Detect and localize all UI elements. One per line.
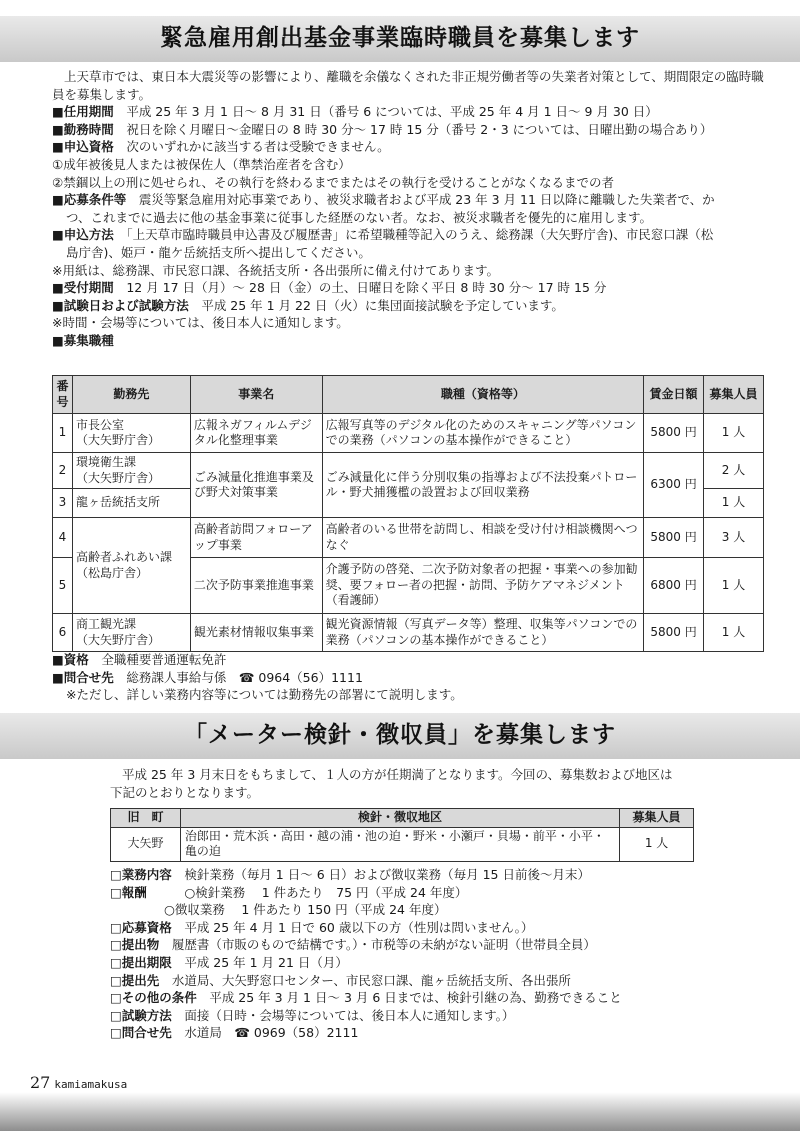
area-header-row — [111, 809, 694, 828]
cell-no: 5 — [53, 558, 73, 614]
cell-project: 観光素材情報収集事業 — [190, 614, 322, 652]
apply-label: ■申込方法 — [52, 227, 114, 243]
deadline-text: 平成 25 年 1 月 21 日（月） — [184, 954, 348, 970]
section-title-1: 緊急雇用創出基金事業臨時職員を募集します — [160, 25, 640, 52]
cell-job: ごみ減量化に伴う分別収集の指導および不法投棄パトロール・野犬捕獲檻の設置および回収業務 — [322, 453, 643, 518]
site-name: kamiamakusa — [54, 1078, 128, 1091]
section2-body — [110, 866, 750, 1042]
docs-label: □提出物 — [110, 937, 160, 953]
other-label: □その他の条件 — [110, 990, 197, 1006]
cell-no: 1 — [53, 414, 73, 453]
eligible-label: □応募資格 — [110, 919, 172, 935]
cell-wage: 6800 円 — [644, 558, 704, 614]
condition-label: ■応募条件等 — [52, 192, 127, 208]
page-number: 27 — [30, 1073, 51, 1092]
method-label: □試験方法 — [110, 1007, 172, 1023]
qualification-label: ■申込資格 — [52, 139, 114, 155]
period-label: ■任用期間 — [52, 104, 114, 120]
header-old-town: 旧 町 — [111, 809, 181, 828]
area-table — [110, 808, 694, 862]
duty-label: □業務内容 — [110, 867, 172, 882]
section1-footer — [52, 651, 764, 704]
license-text: 全職種要普通運転免許 — [101, 652, 227, 667]
header-office: 勤務先 — [72, 376, 190, 414]
jobs-table-wrap — [52, 375, 764, 652]
intro-line-2: 下記のとおりとなります。 — [110, 784, 260, 800]
pay-label: □報酬 — [110, 884, 147, 900]
accept-label: ■受付期間 — [52, 280, 114, 296]
header-count: 募集人員 — [704, 376, 764, 414]
cell-no: 2 — [53, 453, 73, 489]
table-row — [53, 414, 764, 453]
header-project: 事業名 — [190, 376, 322, 414]
header-area: 検針・徴収地区 — [180, 809, 619, 828]
cell-count: 1 人 — [620, 827, 694, 861]
cell-area: 治郎田・荒木浜・高田・越の浦・池の迫・野米・小瀬戸・貝場・前平・小平・亀の迫 — [180, 827, 619, 861]
duty-text: 検針業務（毎月 1 日～ 6 日）および徴収業務（毎月 15 日前後～月末） — [184, 867, 590, 882]
submit-label: □提出先 — [110, 972, 160, 988]
qualification-item-1: ①成年被後見人または被保佐人（準禁治産者を含む） — [52, 156, 351, 172]
cell-office: 高齢者ふれあい課 （松島庁舎） — [72, 518, 190, 614]
section-title-2: 「メーター検針・徴収員」を募集します — [184, 722, 616, 749]
hours-label: ■勤務時間 — [52, 121, 114, 137]
cell-no: 4 — [53, 518, 73, 558]
submit-text: 水道局、大矢野窓口センター、市民窓口課、龍ヶ岳統括支所、各出張所 — [171, 972, 571, 988]
contact2-text: 水道局 ☎ 0969（58）2111 — [184, 1025, 359, 1041]
intro-line-1: 平成 25 年 3 月末日をもちまして、１人の方が任期満了となります。今回の、募集数および地区は — [122, 767, 673, 782]
cell-no: 6 — [53, 614, 73, 652]
cell-project: ごみ減量化推進事業及び野犬対策事業 — [190, 453, 322, 518]
other-text: 平成 25 年 3 月 1 日～ 3 月 6 日までは、検針引継の為、勤務できること — [209, 990, 622, 1006]
cell-office: 環境衛生課 （大矢野庁舎） — [72, 453, 190, 489]
cell-count: 1 人 — [704, 558, 764, 614]
form-note: ※用紙は、総務課、市民窓口課、各統括支所・各出張所に備え付けてあります。 — [52, 262, 499, 278]
header-no: 番号 — [53, 376, 73, 414]
section-banner-1 — [0, 16, 800, 62]
cell-wage: 6300 円 — [644, 453, 704, 518]
eligible-text: 平成 25 年 4 月 1 日で 60 歳以下の方（性別は問いません。） — [184, 919, 534, 935]
hours-text: 祝日を除く月曜日～金曜日の 8 時 30 分～ 17 時 15 分（番号 2・3 については、日曜出勤の場合あり） — [126, 121, 713, 137]
cell-count: 1 人 — [704, 614, 764, 652]
section2-intro — [110, 766, 710, 801]
cell-job: 介護予防の啓発、二次予防対象者の把握・事業への参加勧奨、要フォロー者の把握・訪問、予防ケアマネジメント（看護師） — [322, 558, 643, 614]
cell-wage: 5800 円 — [644, 414, 704, 453]
cell-no: 3 — [53, 489, 73, 518]
apply-text-1: 「上天草市臨時職員申込書及び履歴書」に希望職種等記入のうえ、総務課（大矢野庁舎)、市民窓口課（松 — [126, 227, 714, 243]
apply-text-2: 島庁舎)、姫戸・龍ケ岳統括支所へ提出してください。 — [66, 244, 371, 260]
method-text: 面接（日時・会場等については、後日本人に通知します。） — [184, 1007, 515, 1023]
period-text: 平成 25 年 3 月 1 日～ 8 月 31 日（番号 6 については、平成 25 年 4 月 1 日～ 9 月 30 日） — [126, 104, 658, 120]
section-banner-2 — [0, 713, 800, 759]
cell-job: 広報写真等のデジタル化のためのスキャニング等パソコンでの業務（パソコンの基本操作ができること） — [322, 414, 643, 453]
cell-office: 商工観光課 （大矢野庁舎） — [72, 614, 190, 652]
jobs-table — [52, 375, 764, 652]
pay-item-1: ○検針業務 1 件あたり 75 円（平成 24 年度） — [184, 884, 468, 900]
exam-note: ※時間・会場等については、後日本人に通知します。 — [52, 315, 349, 331]
cell-job: 観光資源情報（写真データ等）整理、収集等パソコンでの業務（パソコンの基本操作ができること） — [322, 614, 643, 652]
contact-note: ※ただし、詳しい業務内容等については勤務先の部署にて説明します。 — [66, 687, 463, 703]
license-label: ■資格 — [52, 652, 89, 667]
cell-job: 高齢者のいる世帯を訪問し、相談を受け付け相談機関へつなぐ — [322, 518, 643, 558]
table-row — [53, 518, 764, 558]
cell-wage: 5800 円 — [644, 614, 704, 652]
exam-text: 平成 25 年 1 月 22 日（火）に集団面接試験を予定しています。 — [201, 297, 564, 313]
cell-count: 2 人 — [704, 453, 764, 489]
intro-paragraph: 上天草市では、東日本大震災等の影響により、離職を余儀なくされた非正規労働者等の失業者対策として、期間限定の臨時職員を募集します。 — [52, 69, 764, 102]
table-row — [53, 614, 764, 652]
area-table-wrap — [110, 808, 694, 862]
accept-text: 12 月 17 日（月）～ 28 日（金）の土、日曜日を除く平日 8 時 30 分～ 17 時 15 分 — [126, 280, 607, 296]
deadline-label: □提出期限 — [110, 954, 172, 970]
qualification-item-2: ②禁錮以上の刑に処せられ、その執行を終わるまでまたはその執行を受けることがなくなるまでの者 — [52, 174, 614, 190]
cell-project: 広報ネガフィルムデジタル化整理事業 — [190, 414, 322, 453]
qualification-text: 次のいずれかに該当する者は受験できません。 — [126, 139, 390, 155]
header-wage: 賃金日額 — [644, 376, 704, 414]
contact-label: ■問合せ先 — [52, 669, 114, 685]
condition-text-2: つ、これまでに過去に他の基金事業に従事した経歴のない者。なお、被災求職者を優先的に雇用します。 — [66, 209, 653, 225]
cell-old-town: 大矢野 — [111, 827, 181, 861]
cell-count: 3 人 — [704, 518, 764, 558]
docs-text: 履歴書（市販のもので結構です。）・市税等の未納がない証明（世帯員全員） — [171, 937, 596, 953]
section1-body — [52, 68, 764, 350]
cell-project: 高齢者訪問フォローアップ事業 — [190, 518, 322, 558]
exam-label: ■試験日および試験方法 — [52, 297, 189, 313]
header-count: 募集人員 — [620, 809, 694, 828]
cell-office: 龍ヶ岳統括支所 — [72, 489, 190, 518]
cell-wage: 5800 円 — [644, 518, 704, 558]
cell-office: 市長公室 （大矢野庁舎） — [72, 414, 190, 453]
table-header-row — [53, 376, 764, 414]
jobs-label: ■募集職種 — [52, 332, 114, 348]
table-row — [111, 827, 694, 861]
cell-count: 1 人 — [704, 414, 764, 453]
header-job: 職種（資格等） — [322, 376, 643, 414]
condition-text-1: 震災等緊急雇用対応事業であり、被災求職者および平成 23 年 3 月 11 日以降に離職した失業者で、か — [138, 192, 715, 208]
contact-text: 総務課人事給与係 ☎ 0964（56）1111 — [126, 669, 363, 685]
cell-count: 1 人 — [704, 489, 764, 518]
pay-item-2: ○徴収業務 1 件あたり 150 円（平成 24 年度） — [164, 902, 447, 918]
contact2-label: □問合せ先 — [110, 1025, 172, 1041]
table-row — [53, 453, 764, 489]
footer-bar — [0, 1092, 800, 1131]
cell-project: 二次予防事業推進事業 — [190, 558, 322, 614]
page-footer — [30, 1074, 127, 1094]
